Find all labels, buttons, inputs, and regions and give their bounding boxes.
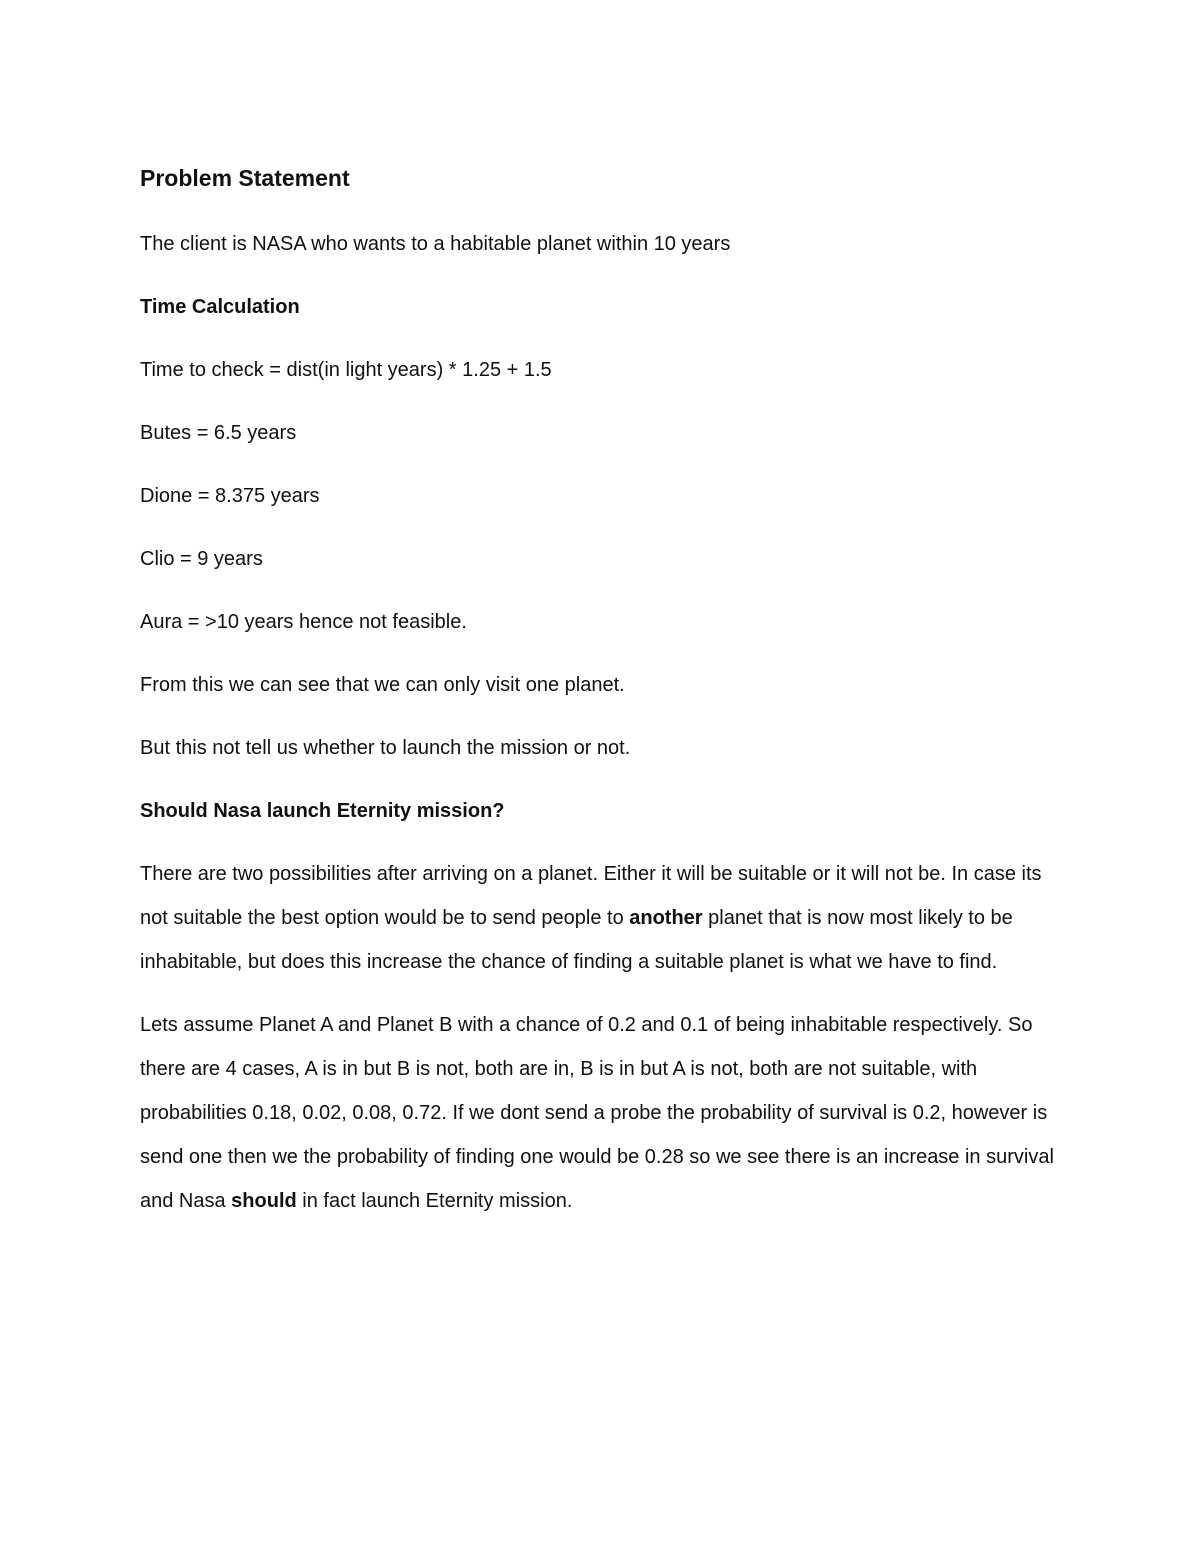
paragraph-one-bold: another	[629, 907, 703, 929]
intro-text: The client is NASA who wants to a habitable planet within 10 years	[140, 233, 731, 255]
clio-text: Clio = 9 years	[140, 548, 263, 570]
paragraph-one-end: planet that is now most likely to be inhabitable, but does this increase the chance of finding a suitable planet is what we have to find.	[140, 907, 1013, 973]
conclusion-two-text: But this not tell us whether to launch the mission or not.	[140, 737, 631, 759]
document-page	[140, 160, 1060, 1223]
conclusion-one-text: From this we can see that we can only visit one planet.	[140, 674, 625, 696]
aura-text: Aura = >10 years hence not feasible.	[140, 611, 467, 633]
mission-heading: Should Nasa launch Eternity mission?	[140, 800, 505, 822]
time-calculation-heading: Time Calculation	[140, 296, 300, 318]
document-title: Problem Statement	[140, 165, 350, 191]
paragraph-two-end: in fact launch Eternity mission.	[296, 1190, 573, 1212]
possibilities-paragraph	[140, 852, 1060, 984]
probability-paragraph	[140, 1003, 1060, 1223]
dione-text: Dione = 8.375 years	[140, 485, 320, 507]
paragraph-two-start: Lets assume Planet A and Planet B with a chance of 0.2 and 0.1 of being inhabitable respectively. So there are 4 cases, A is in but B is not, both are in, B is in but A is not, both are not suitable, with probabilities 0.18, 0.02, 0.08, 0.72. If we dont send a probe the probability of survival is 0.2, however is send one then we the probability of finding one would be 0.28 so we see there is an increase in survival and Nasa	[140, 1014, 1054, 1212]
paragraph-one-start: There are two possibilities after arriving on a planet. Either it will be suitable or it will not be. In case its not suitable the best option would be to send people to	[140, 863, 1042, 929]
butes-text: Butes = 6.5 years	[140, 422, 297, 444]
paragraph-two-bold: should	[231, 1190, 297, 1212]
formula-text: Time to check = dist(in light years) * 1.25 + 1.5	[140, 359, 552, 381]
